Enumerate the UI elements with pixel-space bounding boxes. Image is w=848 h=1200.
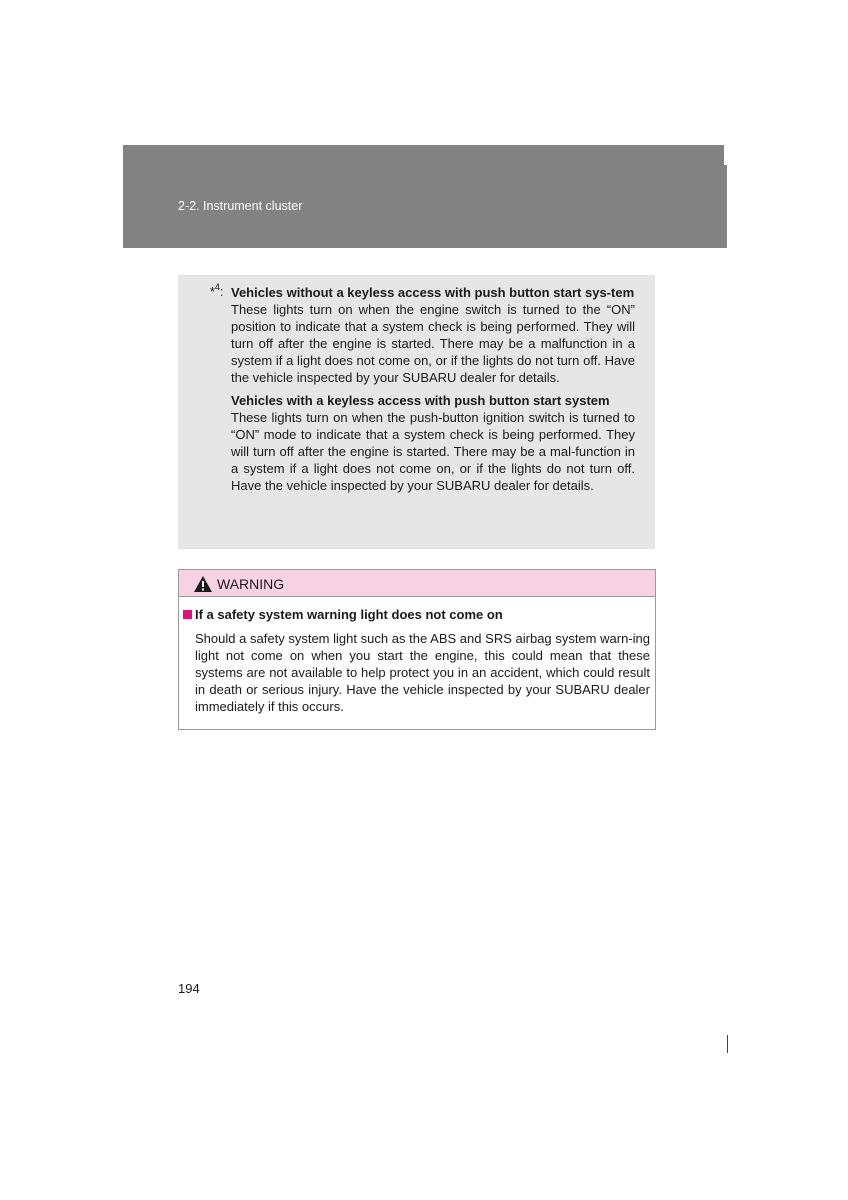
footnote-text-2: These lights turn on when the push-button ignition switch is turned to “ON” mode to indicate that a system check is being performed. They will turn off after the engine is started. There may be a mal-function in a system if a light does not come on, or if the lights do not turn off. Have the vehicle inspected by your SUBARU dealer for details. <box>231 410 635 493</box>
section-header-bar <box>123 145 727 248</box>
header-tab-marker <box>724 145 727 165</box>
margin-mark <box>727 1035 728 1053</box>
warning-heading: If a safety system warning light does not come on <box>183 607 503 622</box>
warning-label: WARNING <box>217 576 285 592</box>
footnote-marker: *$^4$: <box>210 282 224 299</box>
warning-text: Should a safety system light such as the ABS and SRS airbag system warn-ing light not come on when you start the engine, this could mean that these systems are not available to help protect you in an accident, which could result in death or serious injury. Have the vehicle inspected by your SUBARU dealer immediately if this occurs. <box>195 631 650 714</box>
section-title: 2-2. Instrument cluster <box>178 199 303 213</box>
footnote-box <box>178 275 655 549</box>
footnote-content <box>231 284 635 494</box>
footnote-heading-2: Vehicles with a keyless access with push button start system <box>231 393 610 408</box>
bullet-square-icon <box>183 610 192 619</box>
warning-box <box>178 569 656 730</box>
footnote-heading-1: Vehicles without a keyless access with push button start sys-tem <box>231 285 635 300</box>
warning-header <box>179 570 655 597</box>
page-number: 194 <box>178 981 200 996</box>
footnote-text-1: These lights turn on when the engine switch is turned to the “ON” position to indicate that a system check is being performed. They will turn off after the engine is started. There may be a malfunction in a system if a light does not come on, or if the lights do not turn off. Have the vehicle inspected by your SUBARU dealer for details. <box>231 302 635 385</box>
warning-triangle-icon <box>193 575 213 593</box>
